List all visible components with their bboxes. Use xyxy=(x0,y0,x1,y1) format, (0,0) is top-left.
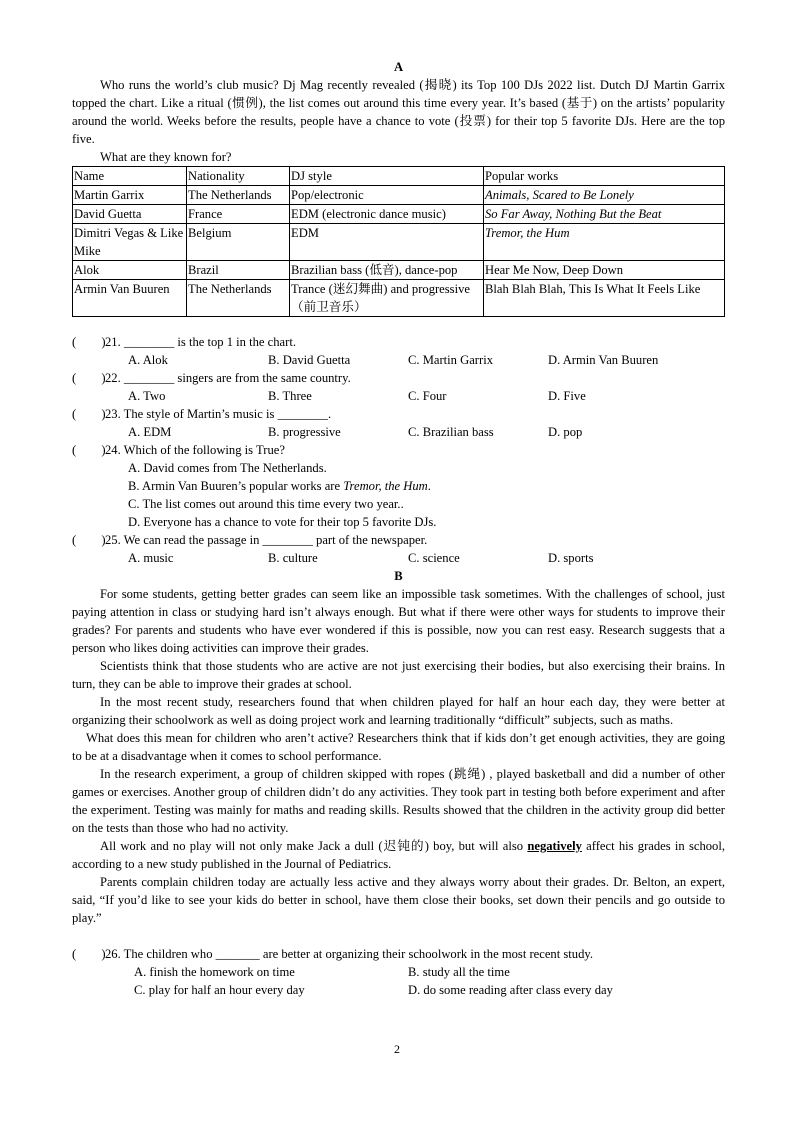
question-26 xyxy=(72,945,725,963)
header-dj-style: DJ style xyxy=(290,167,484,186)
question-21 xyxy=(72,333,725,351)
section-b-heading: B xyxy=(394,569,403,583)
section-a-heading: A xyxy=(393,60,404,74)
cell-works: So Far Away, Nothing But the Beat xyxy=(484,205,725,224)
option-b: B. David Guetta xyxy=(268,353,351,367)
exam-page xyxy=(72,58,725,999)
question-25 xyxy=(72,531,725,549)
paragraph-5: In the research experiment, a group of children skipped with ropes (跳绳) , played basketball and did a number of other games or exercises. Another group of children didn’t do any activities. They took part in testing both before experiment and after the experiment. Testing was mainly for maths and reading skills. Results showed that the children in the activity group did better on the tests than those who had no activity. xyxy=(72,767,725,835)
question-23-options xyxy=(72,423,725,441)
option-c: C. Brazilian bass xyxy=(408,425,494,439)
question-stem: 25. We can read the passage in ________ part of the newspaper. xyxy=(105,533,428,547)
paragraph-2: Scientists think that those students who are active are not just exercising their bodies, but also exercising their brains. In turn, they can be able to improve their grades at school. xyxy=(72,659,725,691)
answer-blank[interactable]: ( ) xyxy=(72,533,106,547)
paragraph-6-text: All work and no play will not only make Jack a dull (迟钝的) boy, but will also xyxy=(100,839,528,853)
option-a: A. Alok xyxy=(128,353,168,367)
question-24 xyxy=(72,441,725,459)
question-26-options-row2 xyxy=(72,981,725,999)
question-21-options xyxy=(72,351,725,369)
option-b-text: B. Armin Van Buuren’s popular works are xyxy=(128,479,344,493)
paragraph-1: For some students, getting better grades can seem like an impossible task sometimes. With the challenges of school, just paying attention in class or studying hard isn’t always enough. But what if there were other ways for students to improve their grades? For parents and students who have ever wondered if this is possible, now you can rest easy. Research suggests that a person who likes doing activities can improve their grades. xyxy=(72,587,725,655)
cell-style: EDM (electronic dance music) xyxy=(290,205,484,224)
question-22 xyxy=(72,369,725,387)
table-row xyxy=(73,261,725,280)
header-nationality: Nationality xyxy=(187,167,290,186)
question-25-options xyxy=(72,549,725,567)
option-c: C. The list comes out around this time every two year.. xyxy=(128,497,404,511)
section-a-intro: Who runs the world’s club music? Dj Mag recently revealed (揭晓) its Top 100 DJs 2022 list. Dutch DJ Martin Garrix topped the chart. Like a ritual (惯例), the list comes out around this time every year. It’s based (基于) on the artists’ popularity around the world. Weeks before the results, people have a chance to vote (投票) for their top 5 favorite DJs. Here are the top five. xyxy=(72,78,725,146)
cell-works: Hear Me Now, Deep Down xyxy=(484,261,725,280)
paragraph-7: Parents complain children today are actually less active and they always worry about their grades. Dr. Belton, an expert, said, “If you’d like to see your kids do better in school, have them close their books, set down their pencils and go outside to play.” xyxy=(72,875,725,925)
table-header-row xyxy=(73,167,725,186)
question-stem: 22. ________ singers are from the same country. xyxy=(105,371,351,385)
cell-nationality: The Netherlands xyxy=(187,186,290,205)
option-c: C. science xyxy=(408,551,460,565)
option-d: D. Five xyxy=(548,389,586,403)
table-row xyxy=(73,186,725,205)
option-d: D. do some reading after class every day xyxy=(408,983,613,997)
option-a: A. Two xyxy=(128,389,166,403)
cell-nationality: France xyxy=(187,205,290,224)
table-row xyxy=(73,280,725,317)
table-row xyxy=(73,224,725,261)
dj-table xyxy=(72,166,725,317)
cell-nationality: Belgium xyxy=(187,224,290,261)
cell-style: Brazilian bass (低音), dance-pop xyxy=(290,261,484,280)
cell-style: Trance (迷幻舞曲) and progressive （前卫音乐） xyxy=(290,280,484,317)
cell-name: Alok xyxy=(73,261,187,280)
question-22-options xyxy=(72,387,725,405)
option-d: D. pop xyxy=(548,425,583,439)
option-c: C. Four xyxy=(408,389,447,403)
option-b: B. progressive xyxy=(268,425,341,439)
cell-style: Pop/electronic xyxy=(290,186,484,205)
table-row xyxy=(73,205,725,224)
option-a: A. finish the homework on time xyxy=(134,965,295,979)
option-a: A. music xyxy=(128,551,174,565)
page-number: 2 xyxy=(394,1042,400,1056)
cell-works: Tremor, the Hum xyxy=(484,224,725,261)
question-23 xyxy=(72,405,725,423)
cell-name: David Guetta xyxy=(73,205,187,224)
option-c: C. Martin Garrix xyxy=(408,353,493,367)
answer-blank[interactable]: ( ) xyxy=(72,371,106,385)
cell-name: Martin Garrix xyxy=(73,186,187,205)
question-stem: 26. The children who _______ are better at organizing their schoolwork in the most recent study. xyxy=(105,947,594,961)
option-a: A. EDM xyxy=(128,425,172,439)
option-b-italic: Tremor, the Hum xyxy=(343,479,428,493)
cell-works: Animals, Scared to Be Lonely xyxy=(484,186,725,205)
cell-nationality: The Netherlands xyxy=(187,280,290,317)
header-name: Name xyxy=(73,167,187,186)
question-stem: 21. ________ is the top 1 in the chart. xyxy=(105,335,296,349)
option-b: B. Three xyxy=(268,389,312,403)
question-stem: 24. Which of the following is True? xyxy=(105,443,285,457)
option-d: D. sports xyxy=(548,551,594,565)
option-d: D. Everyone has a chance to vote for their top 5 favorite DJs. xyxy=(128,515,437,529)
header-popular-works: Popular works xyxy=(484,167,725,186)
option-c: C. play for half an hour every day xyxy=(134,983,305,997)
answer-blank[interactable]: ( ) xyxy=(72,335,106,349)
cell-works: Blah Blah Blah, This Is What It Feels Like xyxy=(484,280,725,317)
keyword-negatively: negatively xyxy=(527,839,582,853)
question-stem: 23. The style of Martin’s music is ________. xyxy=(105,407,332,421)
question-26-options-row1 xyxy=(72,963,725,981)
table-intro: What are they known for? xyxy=(100,150,232,164)
paragraph-6-end: affect his grades in school, according to a new study published in the Journal of Pediatrics. xyxy=(72,839,725,871)
cell-name: Dimitri Vegas & Like Mike xyxy=(73,224,187,261)
option-a: A. David comes from The Netherlands. xyxy=(128,461,327,475)
cell-name: Armin Van Buuren xyxy=(73,280,187,317)
answer-blank[interactable]: ( ) xyxy=(72,407,106,421)
cell-style: EDM xyxy=(290,224,484,261)
cell-nationality: Brazil xyxy=(187,261,290,280)
option-b: B. culture xyxy=(268,551,318,565)
option-b: B. study all the time xyxy=(408,965,510,979)
option-b xyxy=(72,477,725,495)
paragraph-6 xyxy=(72,837,725,873)
paragraph-3: In the most recent study, researchers found that when children played for half an hour each day, they were better at organizing their schoolwork as well as doing project work and learning traditionally “difficult” subjects, such as maths. xyxy=(72,695,725,727)
answer-blank[interactable]: ( ) xyxy=(72,443,106,457)
option-b-end: . xyxy=(427,479,431,493)
answer-blank[interactable]: ( ) xyxy=(72,947,106,961)
option-d: D. Armin Van Buuren xyxy=(548,353,659,367)
paragraph-4: What does this mean for children who aren’t active? Researchers think that if kids don’t get enough activities, they are going to be at a disadvantage when it comes to school performance. xyxy=(72,731,725,763)
